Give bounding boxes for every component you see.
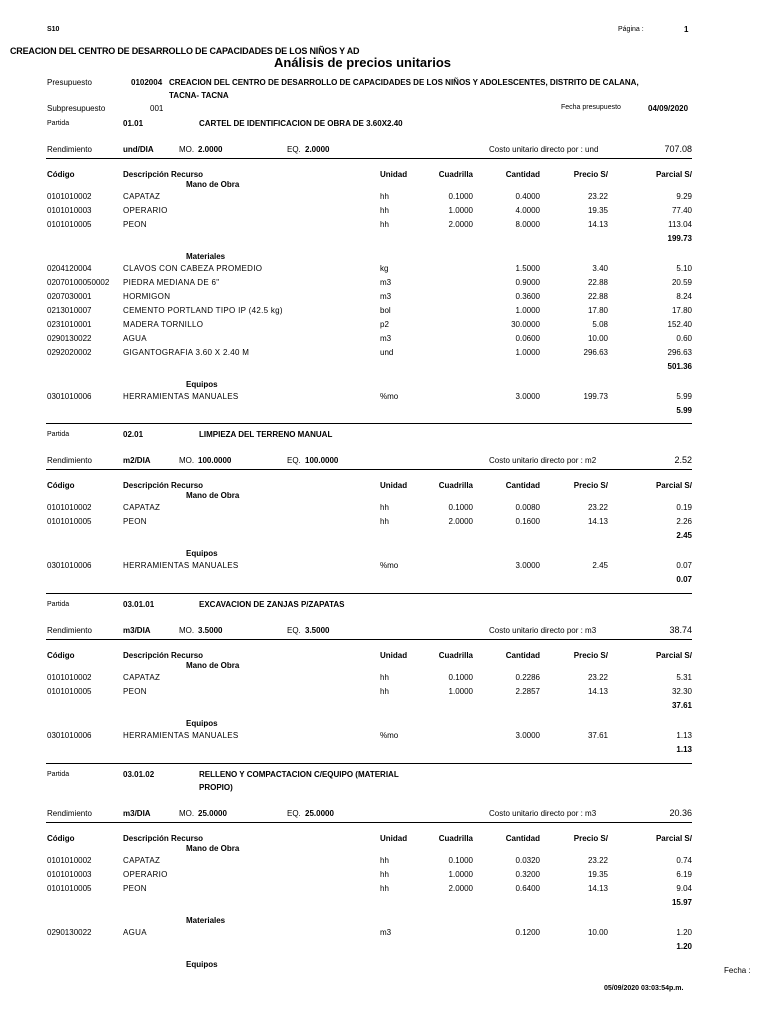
presupuesto-code: 0102004	[131, 78, 163, 87]
resource-description: AGUA	[123, 928, 147, 937]
rendimiento-unit: m3/DIA	[123, 809, 151, 818]
resource-code: 0231010001	[47, 320, 92, 329]
group-subtotal: 37.61	[671, 701, 692, 710]
resource-precio: 22.88	[587, 278, 608, 287]
resource-parcial: 0.74	[676, 856, 692, 865]
col-header-precio: Precio S/	[573, 170, 608, 179]
resource-parcial: 6.19	[676, 870, 692, 879]
group-subtotal: 2.45	[676, 531, 692, 540]
eq-value: 100.0000	[305, 456, 339, 465]
group-heading: Materiales	[186, 916, 226, 925]
partida-label: Partida	[47, 771, 70, 778]
page-label: Página :	[618, 26, 644, 33]
group-heading: Mano de Obra	[186, 661, 240, 670]
col-header-cuadrilla: Cuadrilla	[438, 170, 473, 179]
group-subtotal: 15.97	[671, 898, 692, 907]
rule	[46, 822, 692, 823]
col-header-parcial: Parcial S/	[655, 834, 692, 843]
eq-value: 25.0000	[305, 809, 334, 818]
group-heading: Materiales	[186, 252, 226, 261]
resource-code: 0301010006	[47, 561, 92, 570]
col-header-parcial: Parcial S/	[655, 651, 692, 660]
resource-parcial: 1.20	[676, 928, 692, 937]
resource-precio: 19.35	[587, 206, 608, 215]
resource-cuadrilla: 2.0000	[448, 517, 473, 526]
col-header-cuadrilla: Cuadrilla	[438, 651, 473, 660]
group-subtotal: 501.36	[667, 362, 692, 371]
mo-value: 25.0000	[198, 809, 227, 818]
subpresupuesto-label: Subpresupuesto	[47, 104, 106, 113]
resource-parcial: 113.04	[668, 220, 692, 229]
resource-cantidad: 30.0000	[511, 320, 540, 329]
resource-description: OPERARIO	[123, 206, 168, 215]
partida-separator	[46, 423, 692, 424]
resource-unit: m3	[380, 292, 392, 301]
partida-title: EXCAVACION DE ZANJAS P/ZAPATAS	[199, 600, 345, 609]
partida-separator	[46, 763, 692, 764]
resource-description: CEMENTO PORTLAND TIPO IP (42.5 kg)	[123, 306, 283, 315]
resource-description: HERRAMIENTAS MANUALES	[123, 561, 239, 570]
resource-parcial: 296.63	[667, 348, 692, 357]
group-heading: Mano de Obra	[186, 180, 240, 189]
resource-precio: 19.35	[587, 870, 608, 879]
resource-cantidad: 0.0080	[515, 503, 540, 512]
rule	[46, 469, 692, 470]
rule	[46, 158, 692, 159]
resource-description: GIGANTOGRAFIA 3.60 X 2.40 M	[123, 348, 250, 357]
resource-parcial: 9.04	[676, 884, 692, 893]
page-title: Análisis de precios unitarios	[274, 55, 451, 70]
resource-precio: 14.13	[587, 220, 608, 229]
group-heading: Equipos	[186, 960, 218, 969]
group-subtotal: 1.20	[676, 942, 692, 951]
resource-code: 0292020002	[47, 348, 92, 357]
resource-description: CAPATAZ	[123, 673, 161, 682]
resource-parcial: 9.29	[676, 192, 692, 201]
resource-precio: 10.00	[587, 928, 608, 937]
col-header-codigo: Código	[47, 170, 75, 179]
rendimiento-label: Rendimiento	[47, 809, 92, 818]
col-header-parcial: Parcial S/	[655, 481, 692, 490]
resource-description: OPERARIO	[123, 870, 168, 879]
resource-unit: bol	[380, 306, 391, 315]
resource-cuadrilla: 2.0000	[448, 220, 473, 229]
costo-unitario-label: Costo unitario directo por : m3	[489, 809, 597, 818]
resource-unit: p2	[380, 320, 389, 329]
resource-cantidad: 0.4000	[515, 192, 540, 201]
resource-description: CLAVOS CON CABEZA PROMEDIO	[123, 264, 263, 273]
resource-unit: hh	[380, 220, 389, 229]
resource-cantidad: 0.9000	[515, 278, 540, 287]
resource-cuadrilla: 0.1000	[448, 856, 473, 865]
resource-unit: hh	[380, 884, 389, 893]
resource-cantidad: 1.0000	[515, 348, 540, 357]
partida-code: 03.01.01	[123, 600, 155, 609]
resource-unit: hh	[380, 503, 389, 512]
resource-description: HERRAMIENTAS MANUALES	[123, 392, 239, 401]
resource-parcial: 77.40	[671, 206, 692, 215]
resource-unit: hh	[380, 517, 389, 526]
resource-cuadrilla: 0.1000	[448, 192, 473, 201]
resource-parcial: 5.10	[676, 264, 692, 273]
resource-cuadrilla: 1.0000	[448, 870, 473, 879]
costo-unitario-value: 707.08	[664, 144, 692, 154]
rule	[46, 639, 692, 640]
fecha-presupuesto-label: Fecha presupuesto	[561, 104, 621, 111]
resource-precio: 23.22	[587, 503, 608, 512]
resource-unit: hh	[380, 870, 389, 879]
costo-unitario-value: 20.36	[669, 808, 692, 818]
fecha-presupuesto: 04/09/2020	[648, 104, 689, 113]
col-header-codigo: Código	[47, 481, 75, 490]
group-subtotal: 199.73	[667, 234, 692, 243]
resource-code: 0101010002	[47, 856, 92, 865]
resource-precio: 23.22	[587, 673, 608, 682]
resource-cantidad: 0.0320	[515, 856, 540, 865]
partida-code: 01.01	[123, 119, 144, 128]
costo-unitario-value: 2.52	[674, 455, 692, 465]
rendimiento-unit: und/DIA	[123, 145, 154, 154]
rendimiento-unit: m3/DIA	[123, 626, 151, 635]
resource-code: 0101010005	[47, 884, 92, 893]
resource-cantidad: 3.0000	[515, 392, 540, 401]
eq-label: EQ.	[287, 145, 301, 154]
partida-title: CARTEL DE IDENTIFICACION DE OBRA DE 3.60X2.40	[199, 119, 403, 128]
project-line: CREACION DEL CENTRO DE DESARROLLO DE CAPACIDADES DE LOS NIÑOS Y AD	[10, 46, 360, 56]
resource-cuadrilla: 0.1000	[448, 673, 473, 682]
partida-label: Partida	[47, 431, 70, 438]
eq-label: EQ.	[287, 456, 301, 465]
resource-cuadrilla: 2.0000	[448, 884, 473, 893]
resource-precio: 23.22	[587, 856, 608, 865]
resource-description: PEON	[123, 884, 147, 893]
rendimiento-label: Rendimiento	[47, 626, 92, 635]
group-heading: Equipos	[186, 549, 218, 558]
resource-code: 0301010006	[47, 392, 92, 401]
resource-cantidad: 0.1200	[515, 928, 540, 937]
resource-parcial: 0.07	[676, 561, 692, 570]
resource-parcial: 32.30	[671, 687, 692, 696]
resource-precio: 14.13	[587, 517, 608, 526]
group-heading: Mano de Obra	[186, 491, 240, 500]
resource-cantidad: 0.2286	[515, 673, 540, 682]
resource-cantidad: 1.0000	[515, 306, 540, 315]
report-timestamp: 05/09/2020 03:03:54p.m.	[604, 985, 684, 992]
resource-cantidad: 0.3200	[515, 870, 540, 879]
group-heading: Equipos	[186, 380, 218, 389]
mo-label: MO.	[179, 145, 195, 154]
group-heading: Equipos	[186, 719, 218, 728]
resource-unit: hh	[380, 856, 389, 865]
resource-code: 0101010003	[47, 206, 92, 215]
resource-code: 0101010002	[47, 503, 92, 512]
costo-unitario-label: Costo unitario directo por : und	[489, 145, 599, 154]
resource-precio: 14.13	[587, 884, 608, 893]
costo-unitario-value: 38.74	[669, 625, 692, 635]
mo-value: 100.0000	[198, 456, 232, 465]
partida-separator	[46, 593, 692, 594]
resource-code: 0301010006	[47, 731, 92, 740]
resource-cantidad: 0.0600	[515, 334, 540, 343]
resource-cantidad: 3.0000	[515, 561, 540, 570]
presupuesto-desc-2: TACNA- TACNA	[169, 91, 229, 100]
group-subtotal: 5.99	[676, 406, 692, 415]
resource-description: CAPATAZ	[123, 192, 161, 201]
page-number: 1	[684, 25, 689, 34]
resource-parcial: 1.13	[676, 731, 692, 740]
resource-code: 0101010005	[47, 687, 92, 696]
resource-description: PEON	[123, 687, 147, 696]
resource-cantidad: 8.0000	[515, 220, 540, 229]
group-heading: Mano de Obra	[186, 844, 240, 853]
col-header-cantidad: Cantidad	[505, 651, 540, 660]
resource-description: HERRAMIENTAS MANUALES	[123, 731, 239, 740]
mo-label: MO.	[179, 456, 195, 465]
mo-value: 2.0000	[198, 145, 223, 154]
resource-cantidad: 1.5000	[515, 264, 540, 273]
resource-unit: kg	[380, 264, 389, 273]
resource-parcial: 8.24	[676, 292, 692, 301]
rendimiento-label: Rendimiento	[47, 145, 92, 154]
resource-code: 0290130022	[47, 928, 92, 937]
col-header-descripcion: Descripción Recurso	[123, 651, 204, 660]
col-header-precio: Precio S/	[573, 481, 608, 490]
resource-unit: %mo	[380, 392, 399, 401]
resource-cantidad: 0.3600	[515, 292, 540, 301]
subpresupuesto-code: 001	[150, 104, 164, 113]
resource-unit: m3	[380, 334, 392, 343]
eq-label: EQ.	[287, 626, 301, 635]
resource-parcial: 17.80	[671, 306, 692, 315]
resource-precio: 37.61	[587, 731, 608, 740]
partida-label: Partida	[47, 601, 70, 608]
resource-cantidad: 4.0000	[515, 206, 540, 215]
col-header-precio: Precio S/	[573, 834, 608, 843]
col-header-unidad: Unidad	[380, 834, 408, 843]
resource-unit: m3	[380, 278, 392, 287]
resource-parcial: 5.99	[676, 392, 692, 401]
resource-cantidad: 2.2857	[515, 687, 540, 696]
eq-label: EQ.	[287, 809, 301, 818]
col-header-cantidad: Cantidad	[505, 481, 540, 490]
col-header-descripcion: Descripción Recurso	[123, 170, 204, 179]
resource-unit: %mo	[380, 731, 399, 740]
resource-description: PEON	[123, 517, 147, 526]
resource-unit: hh	[380, 673, 389, 682]
presupuesto-label: Presupuesto	[47, 78, 92, 87]
resource-parcial: 2.26	[676, 517, 692, 526]
partida-label: Partida	[47, 120, 70, 127]
costo-unitario-label: Costo unitario directo por : m2	[489, 456, 597, 465]
partida-code: 02.01	[123, 430, 144, 439]
col-header-descripcion: Descripción Recurso	[123, 481, 204, 490]
col-header-codigo: Código	[47, 834, 75, 843]
resource-cuadrilla: 0.1000	[448, 503, 473, 512]
resource-code: 0207030001	[47, 292, 92, 301]
resource-parcial: 20.59	[671, 278, 692, 287]
resource-description: CAPATAZ	[123, 856, 161, 865]
partida-title: PROPIO)	[199, 783, 233, 792]
resource-cantidad: 0.1600	[515, 517, 540, 526]
resource-precio: 14.13	[587, 687, 608, 696]
resource-cantidad: 3.0000	[515, 731, 540, 740]
mo-label: MO.	[179, 809, 195, 818]
resource-unit: m3	[380, 928, 392, 937]
col-header-cantidad: Cantidad	[505, 834, 540, 843]
resource-parcial: 0.19	[676, 503, 692, 512]
eq-value: 3.5000	[305, 626, 330, 635]
resource-description: HORMIGON	[123, 292, 171, 301]
rendimiento-label: Rendimiento	[47, 456, 92, 465]
fecha-footer-label: Fecha :	[724, 966, 751, 975]
resource-code: 0290130022	[47, 334, 92, 343]
resource-code: 0204120004	[47, 264, 92, 273]
resource-unit: %mo	[380, 561, 399, 570]
resource-description: AGUA	[123, 334, 147, 343]
resource-code: 0101010002	[47, 673, 92, 682]
s10-label: S10	[47, 26, 60, 33]
resource-precio: 17.80	[587, 306, 608, 315]
resource-precio: 23.22	[587, 192, 608, 201]
resource-description: MADERA TORNILLO	[123, 320, 204, 329]
col-header-cuadrilla: Cuadrilla	[438, 481, 473, 490]
resource-cuadrilla: 1.0000	[448, 687, 473, 696]
resource-code: 0101010005	[47, 517, 92, 526]
resource-precio: 3.40	[592, 264, 608, 273]
resource-precio: 22.88	[587, 292, 608, 301]
resource-unit: hh	[380, 192, 389, 201]
col-header-unidad: Unidad	[380, 170, 408, 179]
resource-description: PIEDRA MEDIANA DE 6"	[123, 278, 220, 287]
resource-code: 0101010002	[47, 192, 92, 201]
col-header-unidad: Unidad	[380, 481, 408, 490]
mo-label: MO.	[179, 626, 195, 635]
resource-unit: hh	[380, 206, 389, 215]
costo-unitario-label: Costo unitario directo por : m3	[489, 626, 597, 635]
resource-unit: hh	[380, 687, 389, 696]
resource-unit: und	[380, 348, 394, 357]
resource-description: PEON	[123, 220, 147, 229]
resource-parcial: 152.40	[667, 320, 692, 329]
resource-parcial: 0.60	[676, 334, 692, 343]
resource-code: 02070100050002	[47, 278, 110, 287]
eq-value: 2.0000	[305, 145, 330, 154]
col-header-cantidad: Cantidad	[505, 170, 540, 179]
resource-precio: 2.45	[592, 561, 608, 570]
col-header-codigo: Código	[47, 651, 75, 660]
resource-precio: 10.00	[587, 334, 608, 343]
presupuesto-desc: CREACION DEL CENTRO DE DESARROLLO DE CAPACIDADES DE LOS NIÑOS Y ADOLESCENTES, DISTRITO DE CALANA,	[169, 78, 639, 87]
resource-precio: 296.63	[583, 348, 608, 357]
col-header-unidad: Unidad	[380, 651, 408, 660]
mo-value: 3.5000	[198, 626, 223, 635]
partida-title: LIMPIEZA DEL TERRENO MANUAL	[199, 430, 333, 439]
col-header-parcial: Parcial S/	[655, 170, 692, 179]
resource-description: CAPATAZ	[123, 503, 161, 512]
resource-parcial: 5.31	[676, 673, 692, 682]
group-subtotal: 1.13	[676, 745, 692, 754]
col-header-precio: Precio S/	[573, 651, 608, 660]
col-header-cuadrilla: Cuadrilla	[438, 834, 473, 843]
resource-code: 0101010005	[47, 220, 92, 229]
rendimiento-unit: m2/DIA	[123, 456, 151, 465]
resource-precio: 199.73	[583, 392, 608, 401]
col-header-descripcion: Descripción Recurso	[123, 834, 204, 843]
resource-code: 0213010007	[47, 306, 92, 315]
resource-precio: 5.08	[592, 320, 608, 329]
partida-title: RELLENO Y COMPACTACION C/EQUIPO (MATERIAL	[199, 770, 399, 779]
group-subtotal: 0.07	[676, 575, 692, 584]
partida-code: 03.01.02	[123, 770, 155, 779]
resource-cuadrilla: 1.0000	[448, 206, 473, 215]
resource-cantidad: 0.6400	[515, 884, 540, 893]
resource-code: 0101010003	[47, 870, 92, 879]
